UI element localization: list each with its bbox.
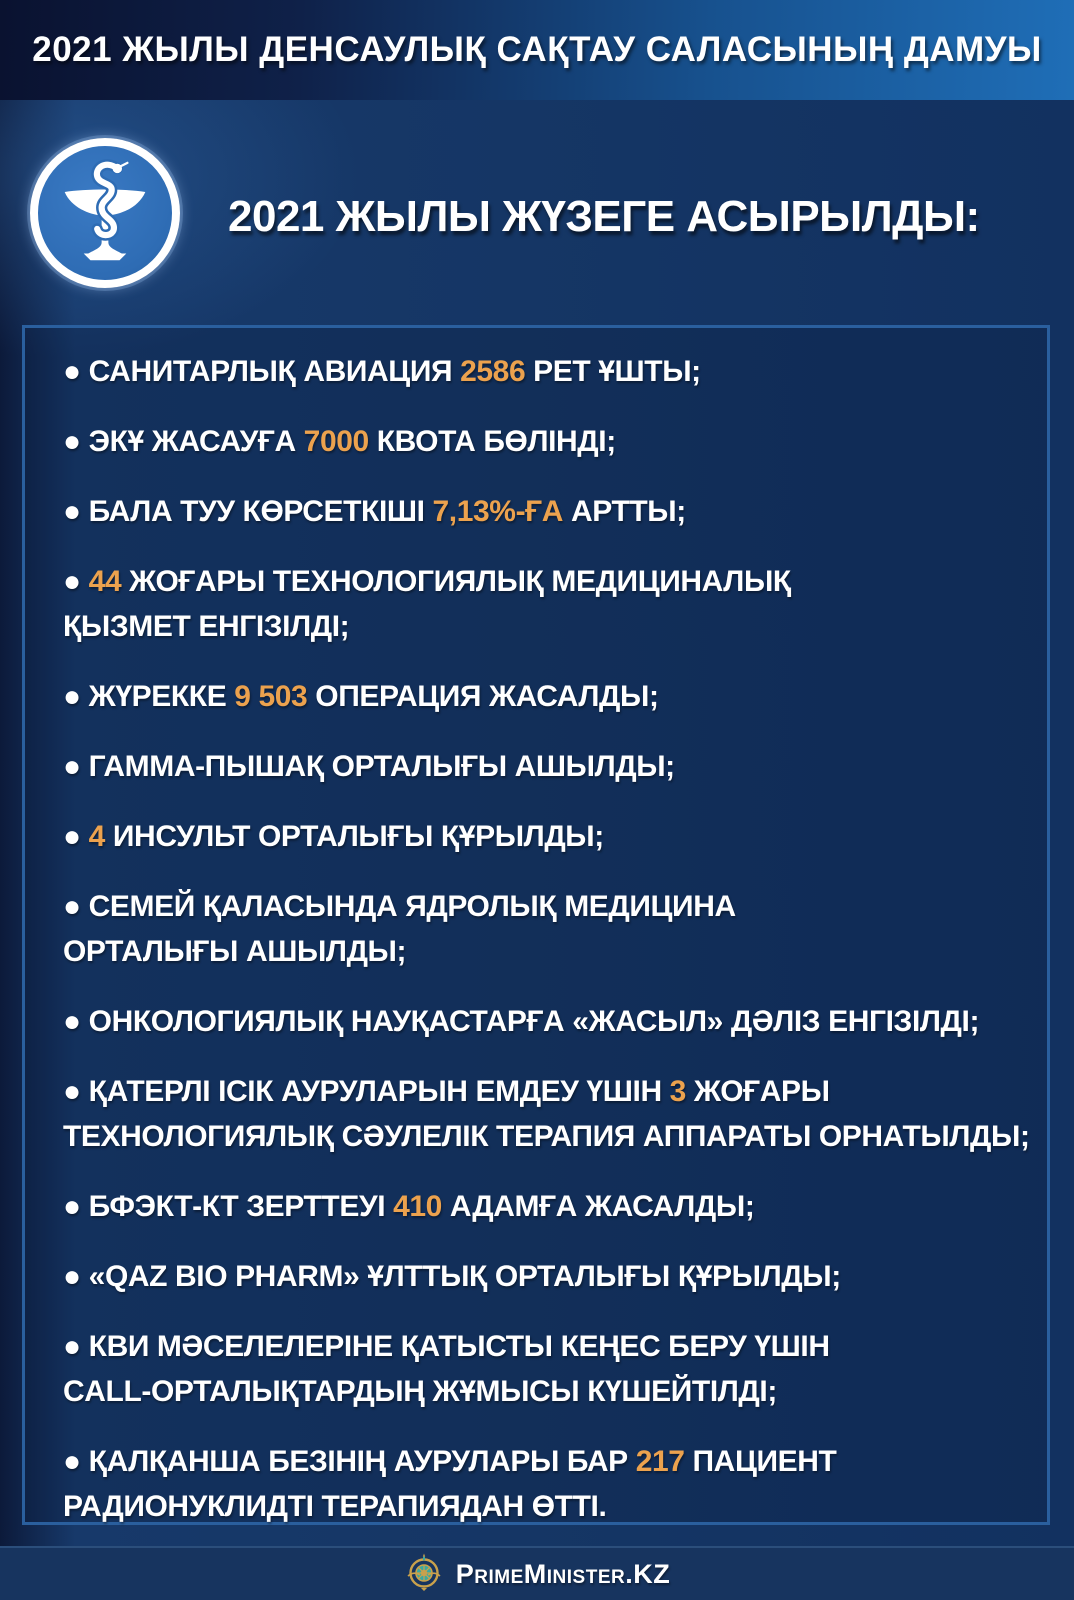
- kazakhstan-emblem-icon: [404, 1552, 444, 1597]
- achievements-panel: [22, 325, 1050, 1525]
- list-item: ● 44 ЖОҒАРЫ ТЕХНОЛОГИЯЛЫҚ МЕДИЦИНАЛЫҚ ҚЫЗМЕТ ЕНГІЗІЛДІ;: [63, 565, 791, 643]
- list-item: ● ҚАТЕРЛІ ІСІК АУРУЛАРЫН ЕМДЕУ ҮШІН 3 ЖОҒАРЫ ТЕХНОЛОГИЯЛЫҚ СӘУЛЕЛІК ТЕРАПИЯ АППАРАТЫ ОРНАТЫЛДЫ;: [63, 1075, 1030, 1153]
- list-item: ● БФЭКТ-КТ ЗЕРТТЕУІ 410 АДАМҒА ЖАСАЛДЫ;: [63, 1190, 755, 1223]
- bowl-of-hygieia-icon: [49, 152, 161, 275]
- list-item: ● ҚАЛҚАНША БЕЗІНІҢ АУРУЛАРЫ БАР 217 ПАЦИЕНТ РАДИОНУКЛИДТІ ТЕРАПИЯДАН ӨТТІ.: [63, 1445, 837, 1523]
- footer-band: [0, 1546, 1074, 1600]
- footer-brand: PrimeMinister.KZ: [455, 1558, 671, 1589]
- list-item: ● ЖҮРЕККЕ 9 503 ОПЕРАЦИЯ ЖАСАЛДЫ;: [63, 680, 659, 713]
- list-item: ● «QAZ BIO PHARM» ҰЛТТЫҚ ОРТАЛЫҒЫ ҚҰРЫЛДЫ;: [63, 1260, 841, 1293]
- header-band: [0, 0, 1074, 100]
- list-item: ● САНИТАРЛЫҚ АВИАЦИЯ 2586 РЕТ ҰШТЫ;: [63, 355, 701, 388]
- medical-logo: [30, 138, 180, 288]
- achievements-list: [63, 349, 1039, 1529]
- list-item: ● ОНКОЛОГИЯЛЫҚ НАУҚАСТАРҒА «ЖАСЫЛ» ДӘЛІЗ ЕНГІЗІЛДІ;: [63, 1005, 980, 1038]
- list-item: ● 4 ИНСУЛЬТ ОРТАЛЫҒЫ ҚҰРЫЛДЫ;: [63, 820, 604, 853]
- page-title: 2021 ЖЫЛЫ ЖҮЗЕГЕ АСЫРЫЛДЫ:: [228, 192, 980, 241]
- list-item: ● ЭКҰ ЖАСАУҒА 7000 КВОТА БӨЛІНДІ;: [63, 425, 616, 458]
- list-item: ● КВИ МӘСЕЛЕЛЕРІНЕ ҚАТЫСТЫ КЕҢЕС БЕРУ ҮШІН CALL-ОРТАЛЫҚТАРДЫҢ ЖҰМЫСЫ КҮШЕЙТІЛДІ;: [63, 1330, 830, 1408]
- list-item: ● СЕМЕЙ ҚАЛАСЫНДА ЯДРОЛЫҚ МЕДИЦИНА ОРТАЛЫҒЫ АШЫЛДЫ;: [63, 890, 736, 968]
- list-item: ● БАЛА ТУУ КӨРСЕТКІШІ 7,13%-ҒА АРТТЫ;: [63, 495, 686, 528]
- list-item: ● ГАММА-ПЫШАҚ ОРТАЛЫҒЫ АШЫЛДЫ;: [63, 750, 675, 783]
- header-title: 2021 ЖЫЛЫ ДЕНСАУЛЫҚ САҚТАУ САЛАСЫНЫҢ ДАМУЫ: [32, 30, 1042, 69]
